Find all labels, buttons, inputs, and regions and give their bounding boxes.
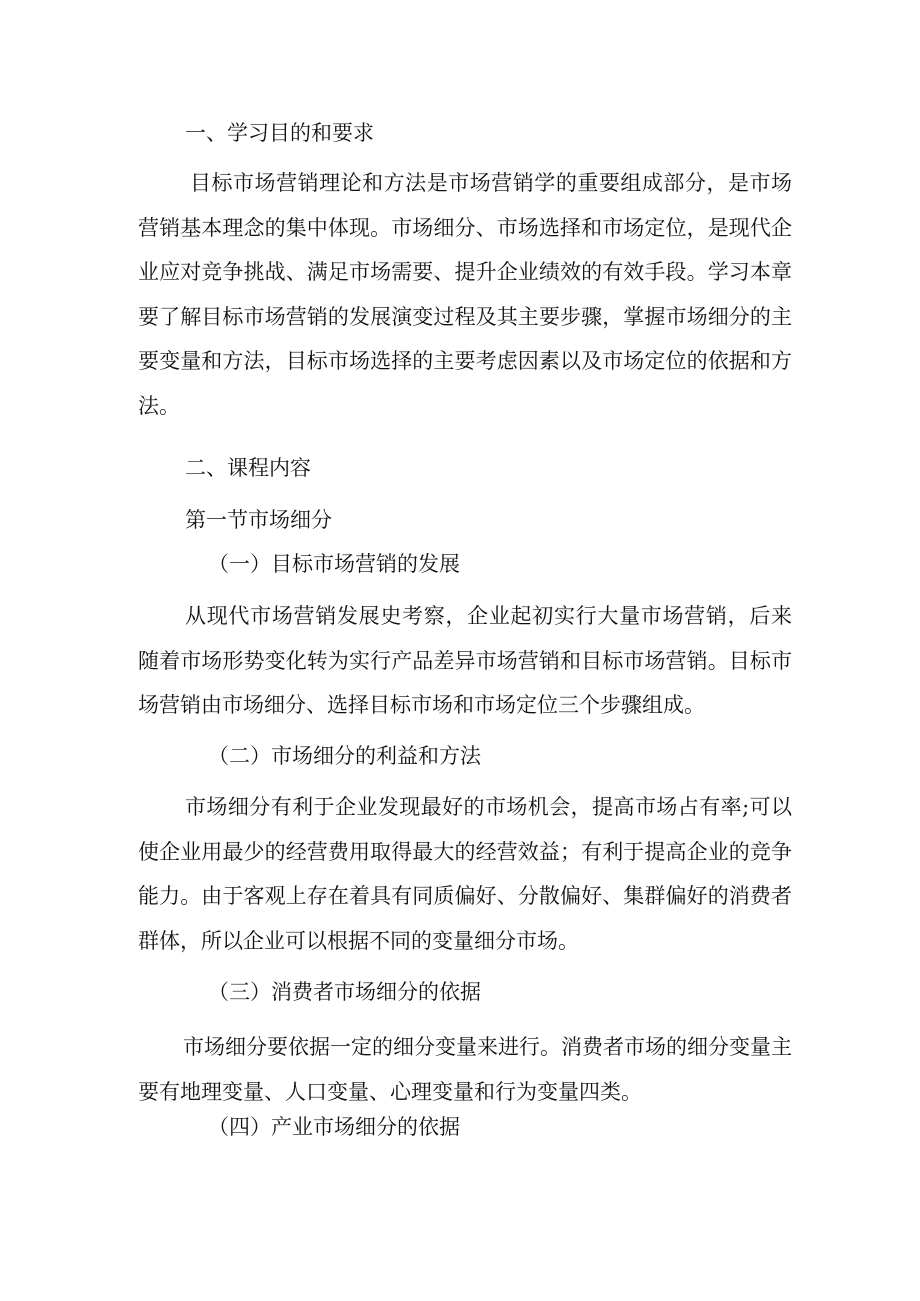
subsection-title-3: （三）消费者市场细分的依据 xyxy=(208,980,481,1004)
paragraph-consumer-segmentation-basis: 市场细分要依据一定的细分变量来进行。消费者市场的细分变量主要有地理变量、人口变量、心理变量和行为变量四类。 xyxy=(138,1035,792,1104)
subsection-title-4: （四）产业市场细分的依据 xyxy=(208,1115,460,1139)
heading-learning-objectives: 一、学习目的和要求 xyxy=(185,121,374,145)
section-title-market-segmentation: 第一节市场细分 xyxy=(185,508,332,532)
paragraph-target-marketing-development: 从现代市场营销发展史考察，企业起初实行大量市场营销，后来随着市场形势变化转为实行产品差异市场营销和目标市场营销。目标市场营销由市场细分、选择目标市场和市场定位三个步骤组成。 xyxy=(138,604,792,717)
subsection-title-2: （二）市场细分的利益和方法 xyxy=(208,744,481,768)
paragraph-learning-objectives: 目标市场营销理论和方法是市场营销学的重要组成部分，是市场营销基本理念的集中体现。市场细分、市场选择和市场定位，是现代企业应对竞争挑战、满足市场需要、提升企业绩效的有效手段。学习本章要了解目标市场营销的发展演变过程及其主要步骤，掌握市场细分的主要变量和方法，目标市场选择的主要考虑因素以及市场定位的依据和方法。 xyxy=(138,171,792,418)
paragraph-segmentation-benefits: 市场细分有利于企业发现最好的市场机会，提高市场占有率;可以使企业用最少的经营费用取得最大的经营效益；有利于提高企业的竞争能力。由于客观上存在着具有同质偏好、分散偏好、集群偏好的消费者群体，所以企业可以根据不同的变量细分市场。 xyxy=(138,795,792,953)
subsection-title-1: （一）目标市场营销的发展 xyxy=(208,552,460,576)
heading-course-content: 二、课程内容 xyxy=(185,456,311,480)
